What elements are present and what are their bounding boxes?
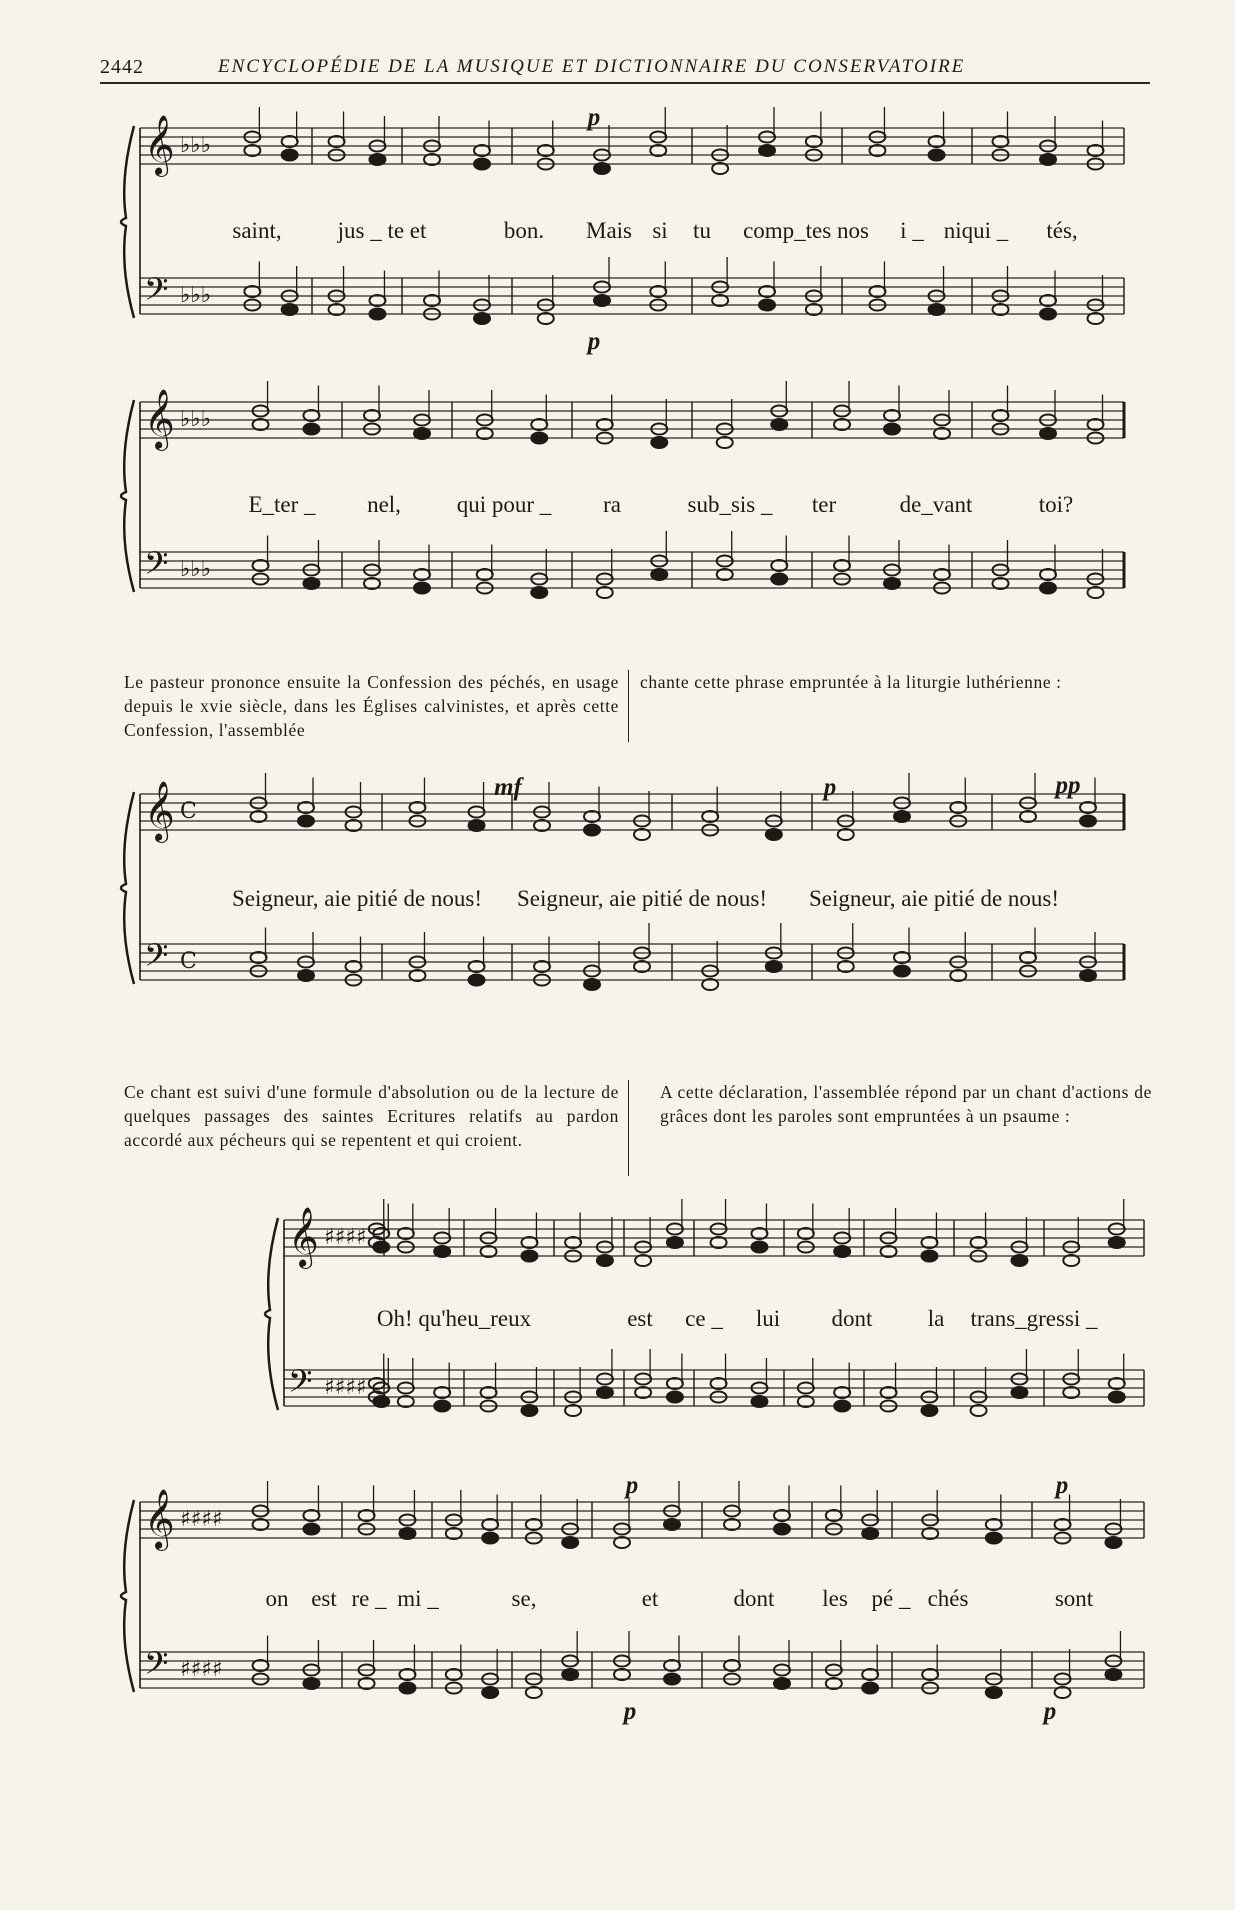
lyrics-row xyxy=(112,492,1124,526)
note-head xyxy=(884,424,900,435)
treble-clef-icon: 𝄞 xyxy=(288,1207,319,1267)
dynamic-marking: p xyxy=(623,1698,637,1725)
note-head xyxy=(634,961,650,972)
lyric-syllable: E_ter _ xyxy=(248,492,316,517)
lyric-syllable: la xyxy=(927,1306,945,1331)
note-head xyxy=(759,286,775,297)
note-head xyxy=(1080,802,1096,813)
lyric-syllable: jus _ te et xyxy=(337,218,427,243)
lyric-syllable: et xyxy=(641,1586,659,1611)
note-head xyxy=(921,1251,937,1262)
key-signature: ♯♯♯♯ xyxy=(324,1225,367,1250)
dynamic-marking: mf xyxy=(494,774,522,801)
note-head xyxy=(634,829,650,840)
note-head xyxy=(346,961,362,972)
note-head xyxy=(446,1669,462,1680)
lyric-syllable: ce _ xyxy=(685,1306,723,1331)
note-head xyxy=(881,1387,897,1398)
note-head xyxy=(359,1678,375,1689)
lyric-syllable: ter xyxy=(811,492,837,517)
paragraph-left: Le pasteur prononce ensuite la Confession des péchés, en usage depuis le xvie siècle, dans les Églises calvinistes, et après cette Confession, l'assemblée xyxy=(124,672,619,740)
note-head xyxy=(282,150,298,161)
note-head xyxy=(834,1246,850,1257)
bass-clef-icon: 𝄢 xyxy=(144,545,169,589)
note-head xyxy=(1105,1669,1121,1680)
note-head xyxy=(993,578,1009,589)
dynamic-marking: p xyxy=(587,104,601,131)
note-head xyxy=(346,820,362,831)
note-head xyxy=(584,979,600,990)
note-head xyxy=(766,829,782,840)
lyric-syllable: saint, xyxy=(232,218,282,243)
note-head xyxy=(1040,583,1056,594)
note-head xyxy=(303,1524,319,1535)
lyrics-row xyxy=(264,1306,1144,1340)
note-head xyxy=(1080,970,1096,981)
lyric-syllable: ra xyxy=(603,492,621,517)
note-head xyxy=(862,1669,878,1680)
note-head xyxy=(364,410,380,421)
music-system-1 xyxy=(112,104,1124,355)
page-number: 2442 xyxy=(100,56,144,78)
note-head xyxy=(369,309,385,320)
note-head xyxy=(771,574,787,585)
note-head xyxy=(650,145,666,156)
note-head xyxy=(482,1687,498,1698)
note-head xyxy=(1040,154,1056,165)
note-head xyxy=(534,961,550,972)
note-head xyxy=(894,952,910,963)
lyric-syllable: comp_tes nos xyxy=(743,218,869,243)
note-head xyxy=(1088,145,1104,156)
note-head xyxy=(1088,419,1104,430)
note-head xyxy=(894,811,910,822)
note-head xyxy=(702,979,718,990)
note-head xyxy=(526,1519,542,1530)
lyric-syllable: Mais xyxy=(586,218,632,243)
note-head xyxy=(664,1519,680,1530)
note-head xyxy=(521,1237,537,1248)
note-head xyxy=(409,970,425,981)
note-head xyxy=(1040,569,1056,580)
note-head xyxy=(1109,1378,1125,1389)
note-head xyxy=(766,961,782,972)
note-head xyxy=(712,295,728,306)
dynamic-marking: p xyxy=(625,1472,639,1499)
bass-clef-icon: 𝄢 xyxy=(144,271,169,315)
note-head xyxy=(950,802,966,813)
key-signature: ♭♭♭ xyxy=(180,133,212,158)
note-head xyxy=(834,560,850,571)
note-head xyxy=(253,1519,269,1530)
treble-clef-icon: 𝄞 xyxy=(144,1489,175,1549)
note-head xyxy=(597,587,613,598)
key-signature: C xyxy=(180,949,197,974)
note-head xyxy=(614,1537,630,1548)
note-head xyxy=(838,829,854,840)
note-head xyxy=(594,163,610,174)
note-head xyxy=(711,1378,727,1389)
note-head xyxy=(1020,811,1036,822)
note-head xyxy=(329,304,345,315)
lyric-syllable: dont xyxy=(733,1586,775,1611)
note-head xyxy=(922,1528,938,1539)
lyrics-row xyxy=(112,1586,1144,1620)
note-head xyxy=(303,578,319,589)
note-head xyxy=(667,1392,683,1403)
running-title: ENCYCLOPÉDIE DE LA MUSIQUE ET DICTIONNAIRE DU CONSERVATOIRE xyxy=(218,56,966,77)
note-head xyxy=(934,569,950,580)
note-head xyxy=(934,428,950,439)
note-head xyxy=(881,1246,897,1257)
note-head xyxy=(298,802,314,813)
note-head xyxy=(771,560,787,571)
note-head xyxy=(724,1660,740,1671)
lyric-syllable: niqui _ xyxy=(943,218,1009,243)
note-head xyxy=(650,286,666,297)
lyric-syllable: les xyxy=(822,1586,848,1611)
note-head xyxy=(635,1255,651,1266)
lyric-syllable: tu xyxy=(693,218,711,243)
lyric-syllable: tés, xyxy=(1046,218,1078,243)
note-head xyxy=(986,1687,1002,1698)
note-head xyxy=(434,1387,450,1398)
note-head xyxy=(667,1237,683,1248)
note-head xyxy=(594,295,610,306)
note-head xyxy=(373,1396,389,1407)
key-signature: C xyxy=(180,799,197,824)
note-head xyxy=(434,1401,450,1412)
lyric-phrase: Seigneur, aie pitié de nous! xyxy=(516,886,768,911)
note-head xyxy=(482,1533,498,1544)
note-head xyxy=(531,433,547,444)
note-head xyxy=(921,1237,937,1248)
note-head xyxy=(474,159,490,170)
key-signature: ♯♯♯♯ xyxy=(324,1375,367,1400)
note-head xyxy=(359,1510,375,1521)
note-head xyxy=(1109,1237,1125,1248)
note-head xyxy=(1109,1392,1125,1403)
note-head xyxy=(806,304,822,315)
note-head xyxy=(884,578,900,589)
music-system-4 xyxy=(264,1207,1144,1440)
lyric-syllable: si xyxy=(652,218,668,243)
note-head xyxy=(538,145,554,156)
lyric-syllable: re _ xyxy=(351,1586,387,1611)
note-head xyxy=(798,1396,814,1407)
note-head xyxy=(597,419,613,430)
note-head xyxy=(759,145,775,156)
key-signature: ♯♯♯♯ xyxy=(180,1507,223,1532)
note-head xyxy=(664,1660,680,1671)
note-head xyxy=(929,150,945,161)
note-head xyxy=(922,1669,938,1680)
note-head xyxy=(298,816,314,827)
note-head xyxy=(759,300,775,311)
note-head xyxy=(798,1228,814,1239)
lyric-syllable: i _ xyxy=(900,218,924,243)
note-head xyxy=(329,136,345,147)
lyric-syllable: mi _ xyxy=(397,1586,439,1611)
note-head xyxy=(434,1246,450,1257)
note-head xyxy=(929,136,945,147)
note-head xyxy=(531,419,547,430)
note-head xyxy=(1040,428,1056,439)
note-head xyxy=(826,1678,842,1689)
lyric-syllable: bon. xyxy=(503,218,545,243)
note-head xyxy=(424,295,440,306)
note-head xyxy=(526,1687,542,1698)
note-head xyxy=(253,1660,269,1671)
note-head xyxy=(477,569,493,580)
note-head xyxy=(894,966,910,977)
note-head xyxy=(565,1237,581,1248)
note-head xyxy=(664,1674,680,1685)
dynamic-marking: p xyxy=(823,774,837,801)
note-head xyxy=(1063,1387,1079,1398)
note-head xyxy=(950,970,966,981)
note-head xyxy=(1020,952,1036,963)
note-head xyxy=(534,820,550,831)
note-head xyxy=(869,286,885,297)
key-signature: ♯♯♯♯ xyxy=(180,1657,223,1682)
note-head xyxy=(399,1683,415,1694)
dynamic-marking: p xyxy=(587,328,601,355)
key-signature: ♭♭♭ xyxy=(180,407,212,432)
note-head xyxy=(446,1528,462,1539)
note-head xyxy=(399,1669,415,1680)
lyric-syllable: trans_gressi _ xyxy=(970,1306,1098,1331)
note-head xyxy=(862,1528,878,1539)
note-head xyxy=(521,1405,537,1416)
note-head xyxy=(751,1396,767,1407)
lyric-syllable: se, xyxy=(511,1586,537,1611)
music-system-5 xyxy=(112,1472,1144,1725)
note-head xyxy=(771,419,787,430)
lyrics-row xyxy=(112,886,1124,920)
lyric-syllable: est xyxy=(627,1306,653,1331)
note-head xyxy=(651,437,667,448)
note-head xyxy=(717,569,733,580)
treble-clef-icon: 𝄞 xyxy=(144,389,175,449)
lyric-syllable: lui xyxy=(755,1306,781,1331)
note-head xyxy=(253,560,269,571)
lyric-syllable: qui pour _ xyxy=(456,492,552,517)
note-head xyxy=(614,1669,630,1680)
note-head xyxy=(369,295,385,306)
note-head xyxy=(531,587,547,598)
note-head xyxy=(806,136,822,147)
lyric-phrase: Seigneur, aie pitié de nous! xyxy=(808,886,1060,911)
dynamic-marking: p xyxy=(1043,1698,1057,1725)
note-head xyxy=(1011,1255,1027,1266)
key-signature: ♭♭♭ xyxy=(180,283,212,308)
note-head xyxy=(751,1228,767,1239)
treble-clef-icon: 𝄞 xyxy=(144,115,175,175)
lyric-syllable: sub_sis _ xyxy=(687,492,773,517)
note-head xyxy=(399,1528,415,1539)
note-head xyxy=(562,1669,578,1680)
note-head xyxy=(597,1255,613,1266)
note-head xyxy=(469,975,485,986)
note-head xyxy=(1040,309,1056,320)
note-head xyxy=(774,1678,790,1689)
note-head xyxy=(774,1510,790,1521)
paragraph-right: A cette déclaration, l'assemblée répond par un chant d'actions de grâces dont les paroles sont empruntées à un psaume : xyxy=(660,1082,1152,1126)
note-head xyxy=(584,811,600,822)
note-head xyxy=(474,313,490,324)
paragraph-right: chante cette phrase empruntée à la liturgie luthérienne : xyxy=(640,672,1062,692)
note-head xyxy=(826,1510,842,1521)
bass-clef-icon: 𝄢 xyxy=(144,937,169,981)
note-head xyxy=(1055,1687,1071,1698)
note-head xyxy=(862,1683,878,1694)
note-head xyxy=(477,428,493,439)
lyric-syllable: pé _ xyxy=(871,1586,911,1611)
note-head xyxy=(414,569,430,580)
note-head xyxy=(424,154,440,165)
music-system-2 xyxy=(112,389,1124,622)
dynamic-marking: pp xyxy=(1055,772,1081,799)
note-head xyxy=(993,304,1009,315)
note-head xyxy=(373,1242,389,1253)
note-head xyxy=(253,419,269,430)
note-head xyxy=(244,145,260,156)
note-head xyxy=(869,145,885,156)
note-head xyxy=(712,163,728,174)
note-head xyxy=(303,1678,319,1689)
note-head xyxy=(921,1405,937,1416)
lyric-syllable: chés xyxy=(927,1586,969,1611)
lyrics-row xyxy=(112,218,1124,252)
note-head xyxy=(251,811,267,822)
lyric-syllable: toi? xyxy=(1038,492,1074,517)
note-head xyxy=(303,424,319,435)
note-head xyxy=(584,825,600,836)
note-head xyxy=(986,1533,1002,1544)
note-head xyxy=(971,1237,987,1248)
lyric-syllable: dont xyxy=(831,1306,873,1331)
page-header xyxy=(100,52,1150,84)
note-head xyxy=(993,410,1009,421)
treble-clef-icon: 𝄞 xyxy=(144,781,175,841)
column-divider xyxy=(628,670,629,742)
dynamic-marking: p xyxy=(1055,1472,1069,1499)
note-head xyxy=(538,313,554,324)
note-head xyxy=(597,1387,613,1398)
note-head xyxy=(834,419,850,430)
note-head xyxy=(993,136,1009,147)
note-head xyxy=(651,569,667,580)
note-head xyxy=(635,1387,651,1398)
lyric-syllable: est xyxy=(311,1586,337,1611)
note-head xyxy=(469,961,485,972)
note-head xyxy=(481,1246,497,1257)
note-head xyxy=(565,1405,581,1416)
lyric-syllable: on xyxy=(265,1586,289,1611)
lyric-syllable: sont xyxy=(1054,1586,1094,1611)
note-head xyxy=(834,1387,850,1398)
note-head xyxy=(717,437,733,448)
bass-clef-icon: 𝄢 xyxy=(288,1363,313,1407)
note-head xyxy=(1063,1255,1079,1266)
note-head xyxy=(481,1387,497,1398)
note-head xyxy=(751,1242,767,1253)
note-head xyxy=(929,304,945,315)
key-signature: ♭♭♭ xyxy=(180,557,212,582)
note-head xyxy=(838,961,854,972)
column-divider xyxy=(628,1080,629,1176)
lyric-syllable: nel, xyxy=(367,492,401,517)
note-head xyxy=(1011,1387,1027,1398)
note-head xyxy=(711,1237,727,1248)
note-head xyxy=(282,304,298,315)
note-head xyxy=(298,970,314,981)
note-head xyxy=(303,1510,319,1521)
note-head xyxy=(1055,1519,1071,1530)
note-head xyxy=(469,820,485,831)
note-head xyxy=(702,811,718,822)
note-head xyxy=(667,1378,683,1389)
note-head xyxy=(303,410,319,421)
note-head xyxy=(474,145,490,156)
note-head xyxy=(521,1251,537,1262)
lyric-syllable: de_vant xyxy=(899,492,973,517)
note-head xyxy=(1088,587,1104,598)
note-head xyxy=(774,1524,790,1535)
note-head xyxy=(884,410,900,421)
note-head xyxy=(364,578,380,589)
note-head xyxy=(282,136,298,147)
paragraph-left: Ce chant est suivi d'une formule d'absolution ou de la lecture de quelques passages des saintes Ecritures relatifs au pardon accordé aux pécheurs qui se repentent et qui croient. xyxy=(124,1082,619,1150)
note-head xyxy=(398,1396,414,1407)
note-head xyxy=(562,1537,578,1548)
note-head xyxy=(1088,313,1104,324)
note-head xyxy=(414,428,430,439)
note-head xyxy=(986,1519,1002,1530)
note-head xyxy=(1080,816,1096,827)
lyric-phrase: Seigneur, aie pitié de nous! xyxy=(231,886,483,911)
note-head xyxy=(251,952,267,963)
note-head xyxy=(482,1519,498,1530)
note-head xyxy=(724,1519,740,1530)
note-head xyxy=(414,583,430,594)
music-system-3 xyxy=(112,772,1124,1014)
note-head xyxy=(409,802,425,813)
bass-clef-icon: 𝄢 xyxy=(144,1645,169,1689)
note-head xyxy=(369,154,385,165)
note-head xyxy=(398,1228,414,1239)
note-head xyxy=(244,286,260,297)
note-head xyxy=(1105,1537,1121,1548)
note-head xyxy=(1040,295,1056,306)
note-head xyxy=(971,1405,987,1416)
note-head xyxy=(834,1401,850,1412)
lyric-syllable: Oh! qu'heu_reux xyxy=(376,1306,532,1331)
